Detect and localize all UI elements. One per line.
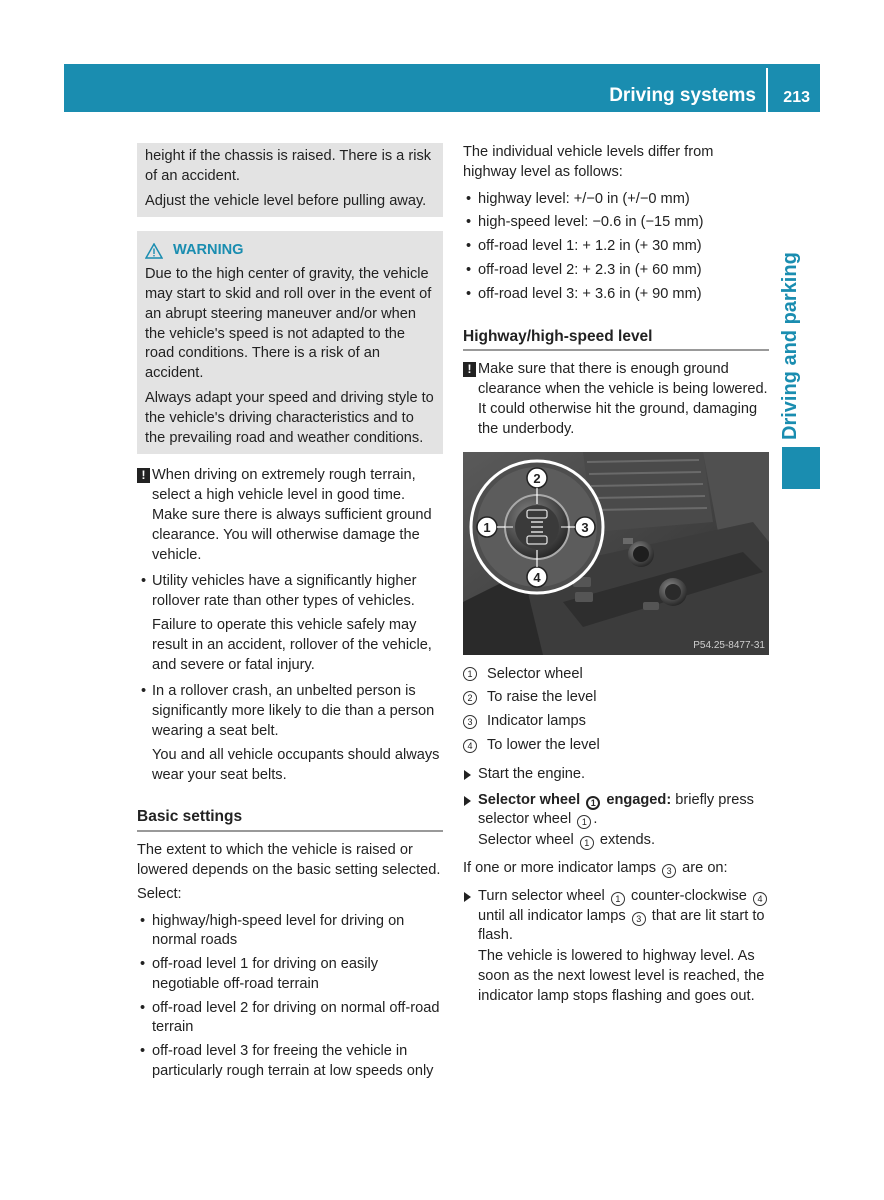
list-item bbox=[137, 572, 443, 675]
condition-text bbox=[463, 859, 769, 879]
chapter-tab-marker bbox=[782, 447, 820, 489]
ground-clearance-notice bbox=[463, 360, 769, 439]
warning-title: WARNING bbox=[173, 242, 244, 259]
list-item: • highway level: +/−0 in (+/−0 mm) bbox=[463, 190, 769, 210]
step-text: Turn selector wheel bbox=[478, 887, 605, 904]
callout-marker bbox=[575, 517, 595, 537]
figure-legend bbox=[463, 665, 769, 756]
header-bar bbox=[64, 64, 820, 112]
step-text: counter-clockwise bbox=[630, 887, 747, 904]
warning-heading bbox=[145, 241, 435, 261]
exclamation-icon: ! bbox=[137, 468, 150, 483]
bullet-text: • Utility vehicles have a significantly higher rollover rate than other types of vehicles. bbox=[152, 573, 417, 610]
bullet-text: Failure to operate this vehicle safely may result in an accident, rollover of the vehicle, and severe or fatal injury. bbox=[152, 616, 432, 673]
bullet-text: You and all vehicle occupants should always wear your seat belts. bbox=[152, 746, 440, 783]
right-column bbox=[463, 143, 769, 1007]
legend-text: Indicator lamps bbox=[487, 713, 586, 730]
section-title: Driving systems bbox=[609, 85, 756, 106]
callout-label: 4 bbox=[533, 569, 541, 585]
list-item: • high-speed level: −0.6 in (−15 mm) bbox=[463, 213, 769, 233]
instruction-step bbox=[463, 887, 769, 1007]
legend-item bbox=[463, 712, 769, 732]
callout-number: 1 bbox=[586, 796, 600, 810]
legend-text: To raise the level bbox=[487, 689, 597, 706]
legend-text: Selector wheel bbox=[487, 665, 583, 682]
figure-code: P54.25-8477-31 bbox=[693, 639, 765, 651]
step-bold-text: Selector wheel bbox=[478, 791, 581, 808]
bullet-text: • In a rollover crash, an unbelted person is significantly more likely to die than a person wearing a seat belt. bbox=[152, 683, 435, 739]
select-label: Select: bbox=[137, 885, 182, 902]
step-result: The vehicle is lowered to highway level. As soon as the next lowest level is reached, the indicator lamp stops flashing and goes out. bbox=[478, 948, 765, 1004]
callout-marker bbox=[527, 567, 547, 587]
selector-wheel-figure bbox=[463, 452, 769, 655]
basic-settings-intro: The extent to which the vehicle is raised or lowered depends on the basic setting selected. bbox=[137, 842, 441, 878]
step-text: Start the engine. bbox=[478, 765, 586, 782]
step-text: . bbox=[593, 811, 598, 828]
list-item: • highway/high-speed level for driving on normal roads bbox=[137, 912, 443, 952]
step-text: until all indicator lamps bbox=[478, 907, 626, 924]
instruction-step bbox=[463, 765, 769, 785]
step-arrow-icon bbox=[464, 770, 471, 780]
center-console-illustration bbox=[463, 452, 769, 655]
list-item: • off-road level 2 for driving on normal off-road terrain bbox=[137, 999, 443, 1039]
warning-triangle-icon bbox=[145, 243, 163, 259]
result-text: extends. bbox=[599, 832, 656, 849]
list-item: • off-road level 3 for freeing the vehicle in particularly rough terrain at low speeds only bbox=[137, 1042, 443, 1082]
result-text: Selector wheel bbox=[478, 832, 574, 849]
list-item: • off-road level 1 for driving on easily negotiable off-road terrain bbox=[137, 955, 443, 995]
box-paragraph: Adjust the vehicle level before pulling away. bbox=[145, 192, 427, 209]
callout-number: 2 bbox=[463, 691, 477, 705]
exclamation-icon: ! bbox=[463, 362, 476, 377]
callout-number: 3 bbox=[662, 864, 676, 878]
list-item bbox=[137, 682, 443, 785]
callout-number: 4 bbox=[753, 892, 767, 906]
callout-number: 3 bbox=[463, 715, 477, 729]
damage-notice bbox=[137, 466, 443, 565]
header-divider bbox=[766, 68, 768, 112]
list-item: • off-road level 2: + 2.3 in (+ 60 mm) bbox=[463, 261, 769, 281]
callout-number: 4 bbox=[463, 739, 477, 753]
warning-continuation-box bbox=[137, 143, 443, 217]
levels-intro: The individual vehicle levels differ from highway level as follows: bbox=[463, 144, 714, 180]
condition-part: are on: bbox=[682, 859, 728, 876]
step-text: that are lit start to flash. bbox=[478, 907, 765, 944]
legend-item bbox=[463, 736, 769, 756]
callout-number: 1 bbox=[577, 815, 591, 829]
left-column bbox=[137, 143, 443, 1082]
notice-text: Make sure that there is enough ground clearance when the vehicle is being lowered. It could otherwise hit the ground, damaging the underbody. bbox=[478, 361, 768, 437]
callout-marker bbox=[477, 517, 497, 537]
callout-label: 1 bbox=[483, 519, 491, 535]
step-text: briefly press selector wheel bbox=[478, 791, 754, 828]
chapter-tab-label: Driving and parking bbox=[779, 252, 801, 440]
notice-text: When driving on extremely rough terrain, select a high vehicle level in good time. Make sure there is always sufficient ground clearance. You will otherwise damage the vehicle. bbox=[152, 467, 432, 563]
section-heading-highway-level: Highway/high-speed level bbox=[463, 327, 769, 352]
page-number: 213 bbox=[783, 89, 810, 106]
callout-number: 1 bbox=[463, 667, 477, 681]
callout-number: 1 bbox=[580, 836, 594, 850]
warning-paragraph: Due to the high center of gravity, the vehicle may start to skid and roll over in the event of an abrupt steering maneuver and/or when the vehicle's speed is not adapted to the road conditions. There is a risk of an accident. bbox=[145, 266, 432, 382]
list-item: • off-road level 1: + 1.2 in (+ 30 mm) bbox=[463, 237, 769, 257]
step-result bbox=[478, 831, 769, 851]
box-paragraph: height if the chassis is raised. There is a risk of an accident. bbox=[145, 148, 432, 184]
callout-number: 3 bbox=[632, 912, 646, 926]
instruction-step bbox=[463, 791, 769, 851]
warning-box bbox=[137, 231, 443, 454]
warning-paragraph: Always adapt your speed and driving style to the vehicle's driving characteristics and to the prevailing road and weather conditions. bbox=[145, 389, 434, 446]
callout-label: 3 bbox=[581, 519, 589, 535]
section-heading-basic-settings: Basic settings bbox=[137, 807, 443, 832]
legend-item bbox=[463, 688, 769, 708]
legend-item bbox=[463, 665, 769, 685]
legend-text: To lower the level bbox=[487, 736, 600, 753]
list-item: • off-road level 3: + 3.6 in (+ 90 mm) bbox=[463, 285, 769, 305]
step-arrow-icon bbox=[464, 796, 471, 806]
callout-number: 1 bbox=[611, 892, 625, 906]
callout-label: 2 bbox=[533, 470, 541, 486]
callout-marker bbox=[527, 468, 547, 488]
step-bold-text: engaged: bbox=[606, 791, 672, 808]
step-arrow-icon bbox=[464, 892, 471, 902]
condition-part: If one or more indicator lamps bbox=[463, 859, 657, 876]
